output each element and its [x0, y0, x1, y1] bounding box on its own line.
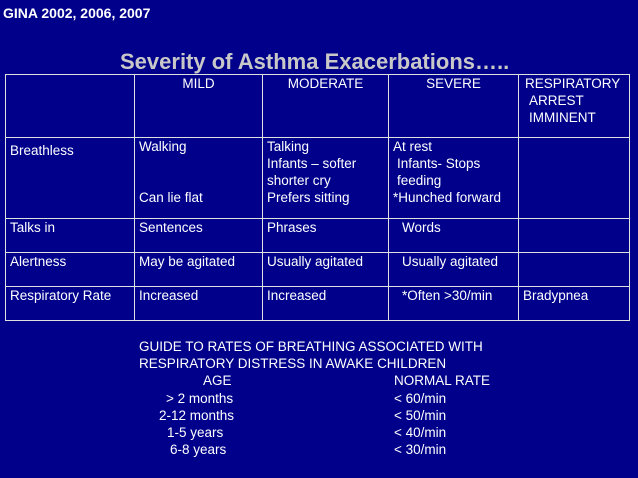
row-label-alertness: Alertness [6, 253, 135, 287]
table-row-breathless [6, 138, 630, 219]
alertness-moderate: Usually agitated [263, 253, 389, 287]
table-header-row [6, 75, 630, 138]
breathless-mild-line-2: Can lie flat [139, 190, 203, 205]
breathless-moderate-line-2: Infants – softer [267, 156, 357, 171]
breathless-severe-line-1: At rest [393, 139, 433, 154]
alertness-mild: May be agitated [135, 253, 263, 287]
alertness-arrest [519, 253, 630, 287]
row-label-breathless: Breathless [6, 138, 135, 219]
breathless-severe-line-4: *Hunched forward [393, 190, 502, 205]
guide-age: 6-8 years [170, 442, 227, 458]
guide-row [139, 390, 619, 407]
talks-mild: Sentences [135, 219, 263, 253]
resp-rate-moderate: Increased [263, 287, 389, 321]
breathless-severe-line-3: feeding [397, 173, 442, 188]
guide-age: 1-5 years [167, 425, 224, 441]
breathless-mild-line-1: Walking [139, 139, 187, 154]
breathless-moderate-line-4: Prefers sitting [267, 190, 350, 205]
resp-rate-mild: Increased [135, 287, 263, 321]
header-respiratory-arrest [519, 75, 630, 138]
talks-severe: Words [389, 219, 519, 253]
breathless-severe [389, 138, 519, 219]
table-row-alertness [6, 253, 630, 287]
guide-age: 2-12 months [159, 407, 235, 423]
breathless-moderate [263, 138, 389, 219]
breathless-severe-line-2: Infants- Stops [397, 156, 481, 171]
guide-title-line-1: GUIDE TO RATES OF BREATHING ASSOCIATED WITH [139, 339, 483, 354]
breathless-arrest [519, 138, 630, 219]
guide-col-rate: NORMAL RATE [394, 373, 491, 389]
guide-rate: < 60/min [394, 390, 447, 406]
header-moderate: MODERATE [263, 75, 389, 138]
header-arrest-line-1: RESPIRATORY [525, 76, 621, 91]
breathless-moderate-line-1: Talking [267, 139, 310, 154]
slide-title: Severity of Asthma Exacerbations….. [120, 49, 510, 74]
talks-moderate: Phrases [263, 219, 389, 253]
talks-arrest [519, 219, 630, 253]
breathless-moderate-line-3: shorter cry [267, 173, 331, 188]
guide-rate: < 40/min [394, 425, 447, 441]
breathless-mild [135, 138, 263, 219]
header-arrest-line-2: ARREST [529, 93, 584, 108]
severity-table [5, 74, 630, 321]
guide-row [139, 441, 619, 458]
header-mild: MILD [135, 75, 263, 138]
header-severe: SEVERE [389, 75, 519, 138]
breathing-rate-guide [139, 338, 619, 458]
guide-rate: < 50/min [394, 407, 447, 423]
guide-row [139, 407, 619, 424]
guide-title-line-2: RESPIRATORY DISTRESS IN AWAKE CHILDREN [139, 356, 447, 372]
source-citation: GINA 2002, 2006, 2007 [3, 5, 151, 21]
header-empty-cell [6, 75, 135, 138]
row-label-talks: Talks in [6, 219, 135, 253]
guide-col-age: AGE [203, 373, 232, 389]
guide-rate: < 30/min [394, 442, 447, 458]
header-arrest-line-3: IMMINENT [529, 110, 596, 125]
alertness-severe: Usually agitated [389, 253, 519, 287]
resp-rate-severe: *Often >30/min [389, 287, 519, 321]
row-label-respiratory-rate: Respiratory Rate [6, 287, 135, 321]
table-row-talks [6, 219, 630, 253]
resp-rate-arrest: Bradypnea [519, 287, 630, 321]
guide-header-row [139, 372, 619, 389]
table-row-respiratory-rate [6, 287, 630, 321]
guide-age: > 2 months [166, 390, 234, 406]
guide-row [139, 424, 619, 441]
